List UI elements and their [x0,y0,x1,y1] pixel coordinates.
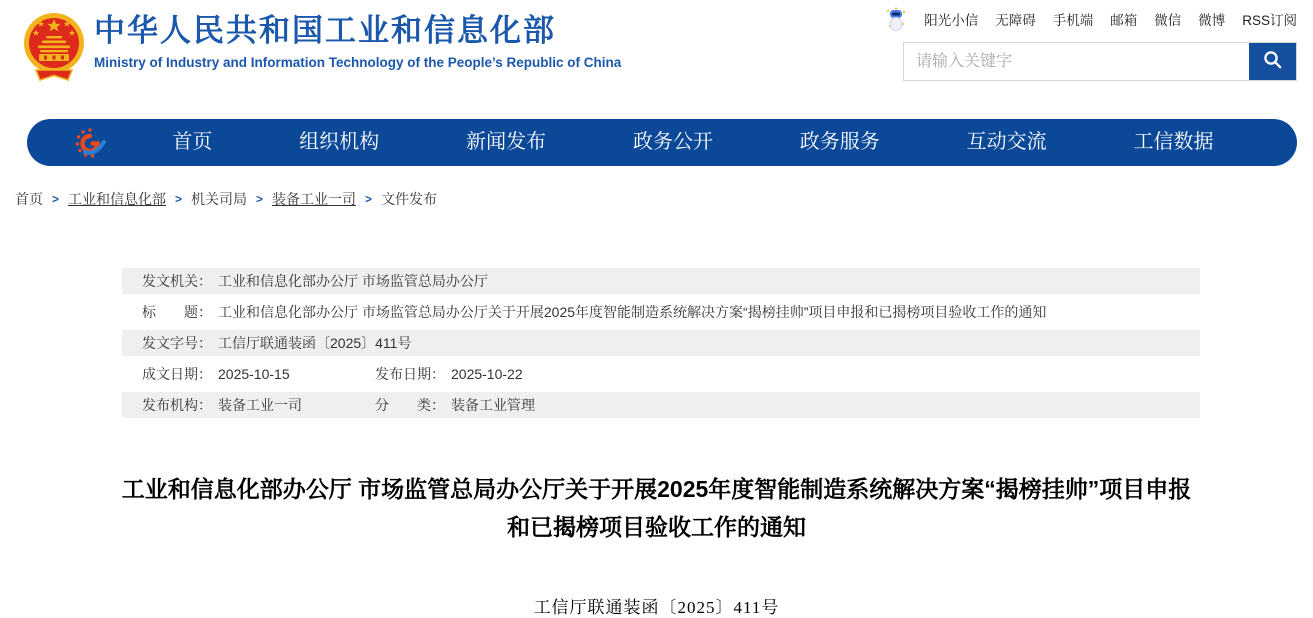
breadcrumb-separator: > [256,192,264,206]
nav-list [109,119,1297,166]
breadcrumb-separator: > [175,192,183,206]
meta-label: 发布日期： [375,366,445,382]
breadcrumb-equipment-dept[interactable]: 装备工业一司 [272,191,357,207]
meta-label: 发文字号： [142,335,212,351]
article-title: 工业和信息化部办公厅 市场监管总局办公厅关于开展2025年度智能制造系统解决方案“揭榜挂帅”项目申报和已揭榜项目验收工作的通知 [121,476,1192,541]
search-button[interactable] [1249,43,1296,80]
nav-item-gov-services[interactable]: 政务服务 [799,131,880,153]
miit-logo-icon [73,125,109,161]
breadcrumb [15,189,437,209]
meta-value: 工业和信息化部办公厅 市场监管总局办公厅 [218,273,488,289]
meta-value: 装备工业一司 [218,397,302,413]
quick-link-rss[interactable]: RSS订阅 [1242,13,1297,28]
site-branding [94,14,621,70]
breadcrumb-miit[interactable]: 工业和信息化部 [68,191,167,207]
quick-link-accessibility[interactable]: 无障碍 [995,13,1036,28]
national-emblem-icon [22,10,86,90]
meta-row-dates [122,361,1200,387]
meta-row-publisher-category [122,392,1200,418]
meta-label: 发文机关： [142,273,212,289]
nav-item-news[interactable]: 新闻发布 [466,131,547,153]
quick-link-mobile[interactable]: 手机端 [1052,13,1094,28]
meta-value: 2025-10-22 [451,366,523,382]
breadcrumb-departments[interactable]: 机关司局 [191,191,248,207]
breadcrumb-home[interactable]: 首页 [15,191,43,207]
breadcrumb-separator: > [52,192,60,206]
meta-value: 工业和信息化部办公厅 市场监管总局办公厅关于开展2025年度智能制造系统解决方案“揭榜挂帅”项目申报和已揭榜项目验收工作的通知 [218,304,1047,320]
nav-item-miit-data[interactable]: 工信数据 [1133,131,1214,153]
article-doc-number: 工信厅联通装函〔2025〕411号 [533,598,780,617]
meta-label: 标 题： [142,304,212,320]
meta-value: 2025-10-15 [218,366,290,382]
search-input[interactable] [904,43,1249,80]
meta-value: 工信厅联通装函〔2025〕411号 [218,335,412,351]
meta-label: 分 类： [375,397,445,413]
nav-item-gov-disclosure[interactable]: 政务公开 [632,131,713,153]
header-quick-links [885,7,1297,31]
meta-label: 发布机构： [142,397,212,413]
nav-item-home[interactable]: 首页 [172,131,213,153]
search-icon [1262,49,1284,74]
nav-item-interaction[interactable]: 互动交流 [966,131,1047,153]
meta-row-issuing-agency [122,268,1200,294]
meta-row-doc-number [122,330,1200,356]
meta-value: 装备工业管理 [451,397,535,413]
document-meta-table [122,268,1200,423]
quick-link-sunshine[interactable]: 阳光小信 [924,13,979,28]
site-title-cn: 中华人民共和国工业和信息化部 [94,13,556,48]
robot-mascot-icon [885,7,907,31]
quick-link-mail[interactable]: 邮箱 [1110,13,1138,28]
quick-link-wechat[interactable]: 微信 [1154,13,1182,28]
breadcrumb-separator: > [365,192,373,206]
main-nav [27,119,1297,166]
site-title-en: Ministry of Industry and Information Technology of the People’s Republic of China [94,55,622,70]
meta-label: 成文日期： [142,366,212,382]
nav-item-organization[interactable]: 组织机构 [299,131,380,153]
search-bar [903,42,1297,81]
meta-row-title [122,299,1200,325]
breadcrumb-current-page: 文件发布 [381,191,438,207]
quick-link-weibo[interactable]: 微博 [1198,13,1226,28]
site-header [0,0,1313,103]
